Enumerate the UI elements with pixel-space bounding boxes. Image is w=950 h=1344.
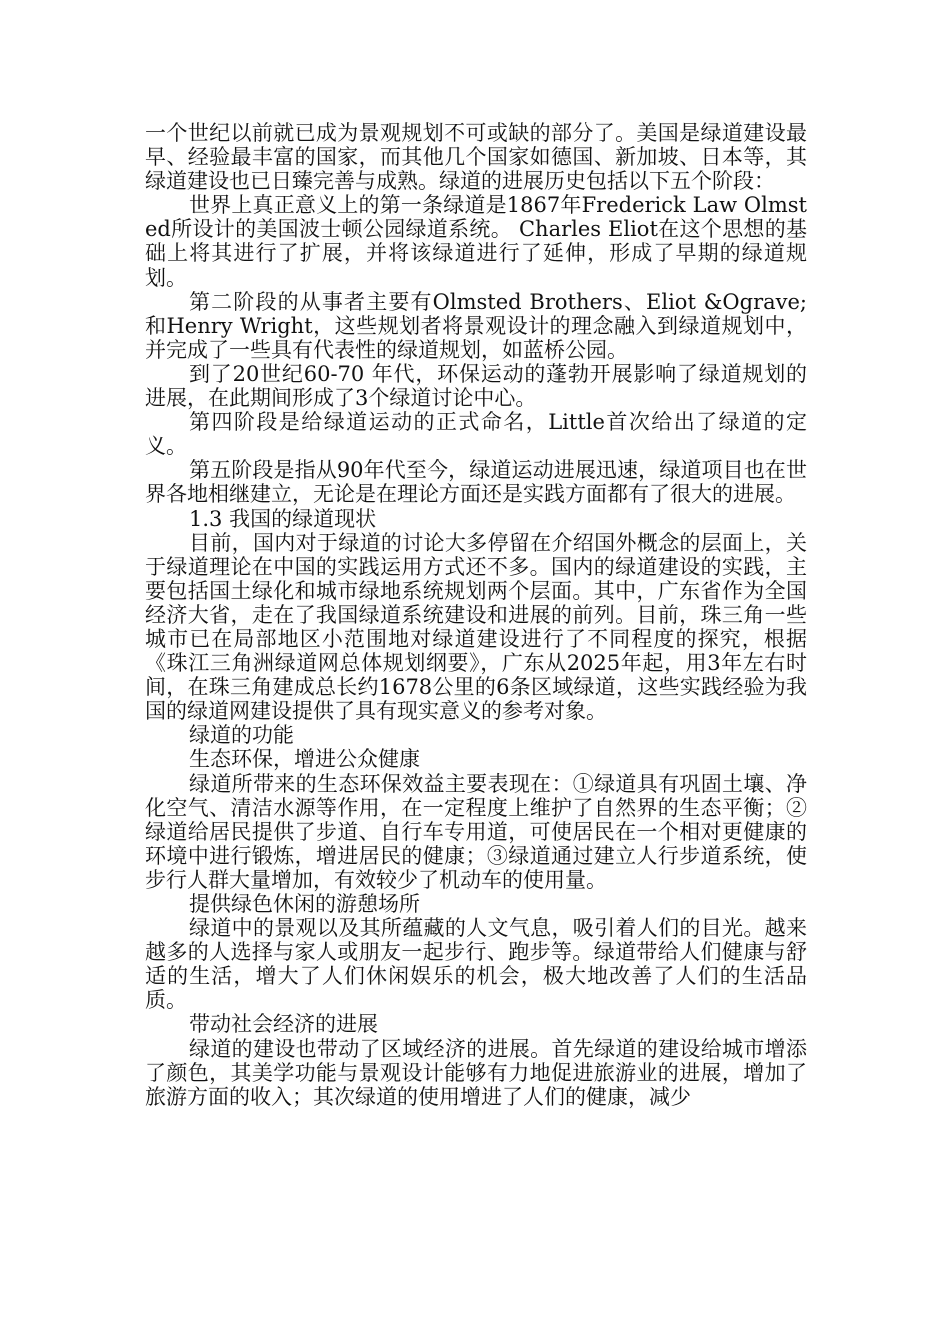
- paragraph-china-status: 目前，国内对于绿道的讨论大多停留在介绍国外概念的层面上，关于绿道理论在中国的实践运用方式还不多。国内的绿道建设的实践，主要包括国土绿化和城市绿地系统规划两个层面。其中，广东省作为全国经济大省，走在了我国绿道系统建设和进展的前列。目前，珠三角一些城市已在局部地区小范围地对绿道建设进行了不同程度的探究，根据《珠江三角洲绿道网总体规划纲要》，广东从2025年起，用3年左右时间，在珠三角建成总长约1678公里的6条区域绿道，这些实践经验为我国的绿道网建设提供了具有现实意义的参考对象。: [145, 530, 807, 724]
- paragraph-stage-four: 第四阶段是给绿道运动的正式命名，Little首次给出了绿道的定义。: [145, 410, 807, 459]
- paragraph-stage-three: 到了20世纪60-70 年代，环保运动的蓬勃开展影响了绿道规划的进展，在此期间形成了3个绿道讨论中心。: [145, 361, 807, 411]
- paragraph-stage-one: 世界上真正意义上的第一条绿道是1867年Frederick Law Olmsted所设计的美国波士顿公园绿道系统。 Charles Eliot在这个思想的基础上将其进行了扩展，并将该绿道进行了延伸，形成了早期的绿道规划。: [145, 193, 807, 290]
- document-body: [145, 121, 807, 1109]
- subheading-economy: 带动社会经济的进展: [189, 1012, 378, 1037]
- subheading-ecology: 生态环保，增进公众健康: [189, 747, 420, 772]
- paragraph-stage-five: 第五阶段是指从90年代至今，绿道运动进展迅速，绿道项目也在世界各地相继建立，无论是在理论方面还是实践方面都有了很大的进展。: [145, 458, 807, 507]
- section-heading-china-status: 1.3 我国的绿道现状: [189, 506, 377, 531]
- paragraph-intro: 一个世纪以前就已成为景观规划不可或缺的部分了。美国是绿道建设最早、经验最丰富的国家，而其他几个国家如德国、新加坡、日本等，其绿道建设也已日臻完善与成熟。绿道的进展历史包括以下五个阶段：: [145, 121, 807, 194]
- paragraph-ecology: 绿道所带来的生态环保效益主要表现在：①绿道具有巩固土壤、净化空气、清洁水源等作用，在一定程度上维护了自然界的生态平衡；②绿道给居民提供了步道、自行车专用道，可使居民在一个相对更健康的环境中进行锻炼，增进居民的健康；③绿道通过建立人行步道系统，使步行人群大量增加，有效较少了机动车的使用量。: [145, 771, 807, 892]
- section-heading-functions: 绿道的功能: [189, 723, 294, 748]
- paragraph-economy: 绿道的建设也带动了区域经济的进展。首先绿道的建设给城市增添了颜色，其美学功能与景观设计能够有力地促进旅游业的进展，增加了旅游方面的收入；其次绿道的使用增进了人们的健康，减少: [145, 1036, 807, 1109]
- paragraph-leisure: 绿道中的景观以及其所蕴藏的人文气息，吸引着人们的目光。越来越多的人选择与家人或朋友一起步行、跑步等。绿道带给人们健康与舒适的生活，增大了人们休闲娱乐的机会，极大地改善了人们的生活品质。: [145, 916, 807, 1013]
- subheading-leisure: 提供绿色休闲的游憩场所: [189, 892, 420, 916]
- paragraph-stage-two: 第二阶段的从事者主要有Olmsted Brothers、Eliot &Ograve;和Henry Wright，这些规划者将景观设计的理念融入到绿道规划中，并完成了一些具有代表性的绿道规划，如蓝桥公园。: [145, 289, 807, 362]
